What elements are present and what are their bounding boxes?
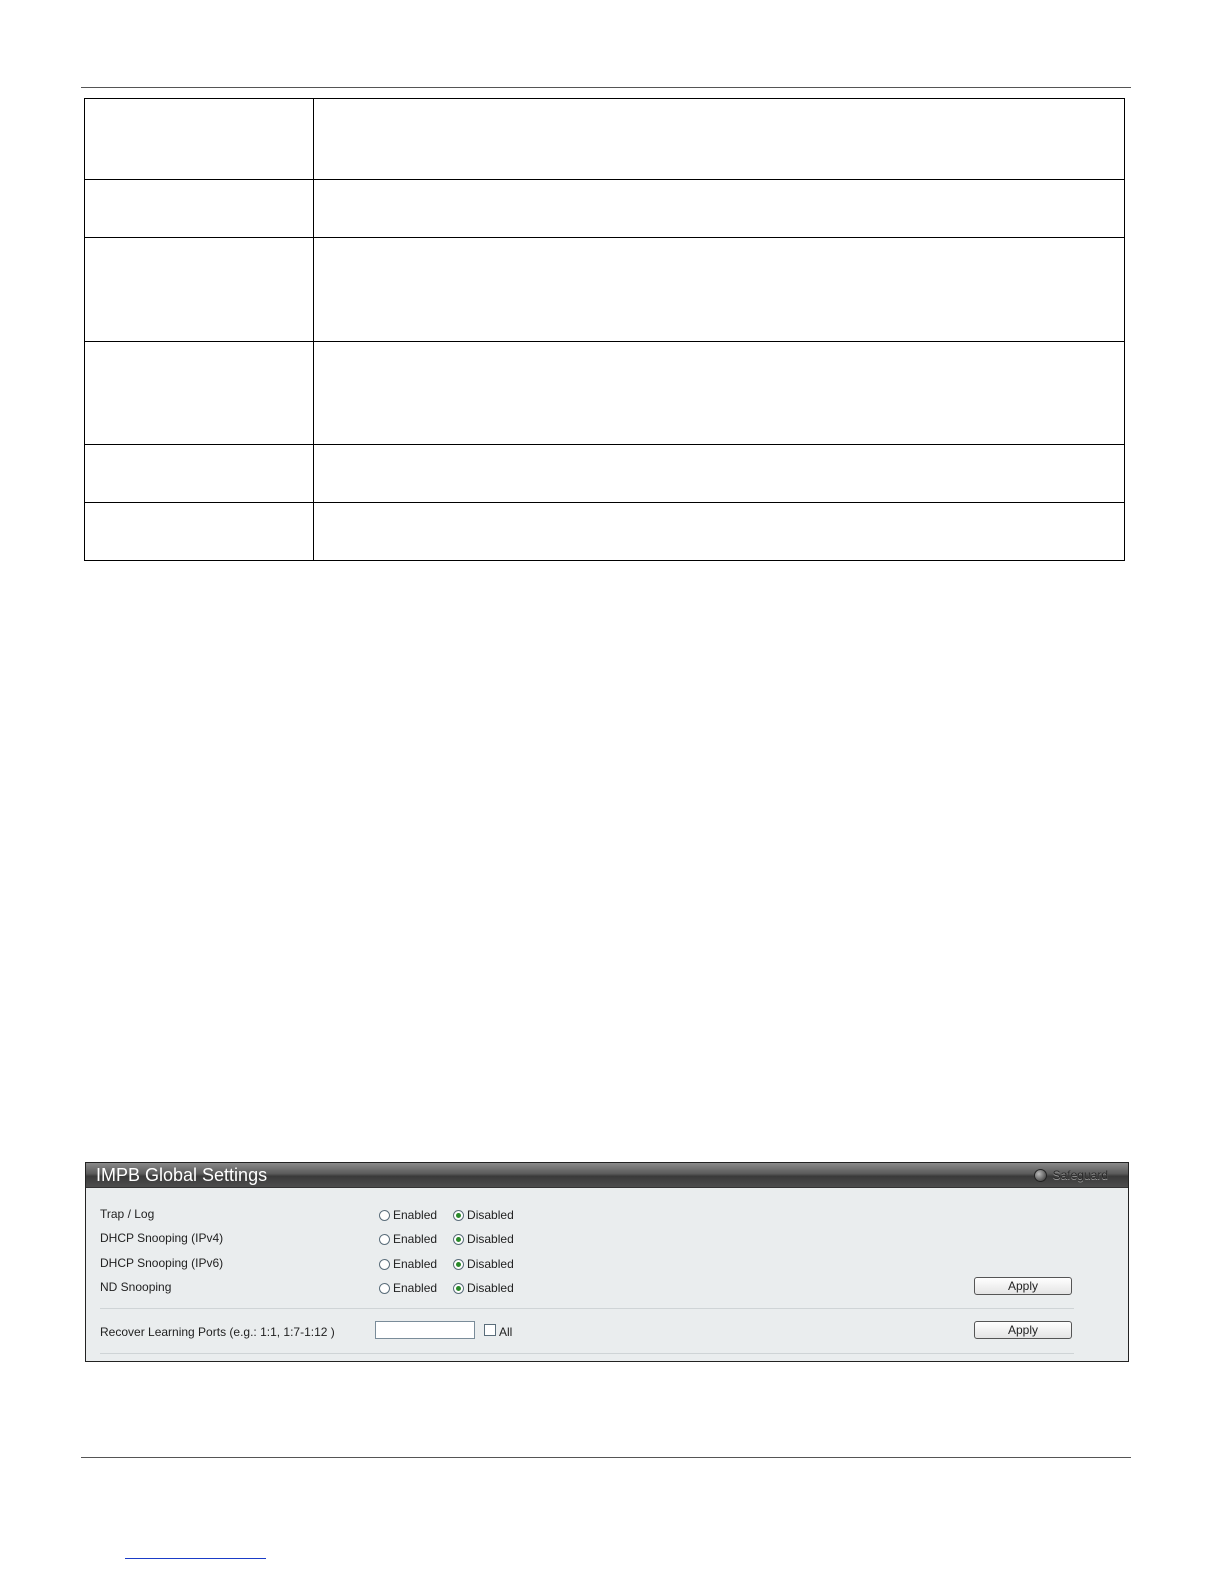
enabled-label: Enabled	[393, 1232, 438, 1246]
header-rule	[81, 87, 1131, 88]
dhcp-ipv4-enabled-radio[interactable]	[379, 1234, 390, 1245]
dhcp-snooping-ipv6-options	[379, 1257, 514, 1271]
dhcp-snooping-ipv6-label: DHCP Snooping (IPv6)	[100, 1256, 224, 1270]
table-cell	[85, 342, 314, 445]
panel-title: IMPB Global Settings	[96, 1165, 268, 1185]
safeguard-indicator	[1034, 1168, 1108, 1182]
table-cell	[85, 503, 314, 561]
table-row	[85, 238, 1125, 342]
trap-log-enabled-radio[interactable]	[379, 1210, 390, 1221]
footer-link-underline[interactable]	[125, 1558, 266, 1559]
all-ports-label: All	[499, 1325, 513, 1339]
disabled-label: Disabled	[467, 1281, 514, 1295]
safeguard-label: Safeguard	[1052, 1168, 1108, 1182]
all-ports-checkbox[interactable]	[484, 1324, 496, 1336]
dhcp-snooping-ipv4-options	[379, 1232, 514, 1246]
disabled-label: Disabled	[467, 1257, 514, 1271]
recover-apply-button[interactable]: Apply	[974, 1321, 1072, 1339]
recover-learning-ports-label: Recover Learning Ports (e.g.: 1:1, 1:7-1:12 )	[100, 1325, 335, 1339]
impb-global-settings-panel	[85, 1162, 1129, 1362]
table-cell	[314, 180, 1125, 238]
table-cell	[314, 238, 1125, 342]
table-row	[85, 445, 1125, 503]
trap-log-label: Trap / Log	[100, 1207, 155, 1221]
table-cell	[314, 503, 1125, 561]
dhcp-snooping-ipv4-label: DHCP Snooping (IPv4)	[100, 1231, 224, 1245]
panel-header	[86, 1163, 1128, 1188]
parameter-table	[84, 98, 1125, 561]
dhcp-ipv6-disabled-radio[interactable]	[453, 1259, 464, 1270]
nd-snooping-disabled-radio[interactable]	[453, 1283, 464, 1294]
disabled-label: Disabled	[467, 1232, 514, 1246]
table-row	[85, 99, 1125, 180]
enabled-label: Enabled	[393, 1208, 438, 1222]
trap-log-options	[379, 1208, 514, 1222]
safeguard-icon	[1034, 1169, 1047, 1182]
table-cell	[314, 445, 1125, 503]
apply-button[interactable]: Apply	[974, 1277, 1072, 1295]
table-cell	[85, 445, 314, 503]
separator	[100, 1353, 1074, 1354]
separator	[100, 1308, 1074, 1309]
table-row	[85, 342, 1125, 445]
table-cell	[314, 99, 1125, 180]
disabled-label: Disabled	[467, 1208, 514, 1222]
dhcp-ipv6-enabled-radio[interactable]	[379, 1259, 390, 1270]
table-cell	[85, 180, 314, 238]
recover-ports-input[interactable]	[375, 1321, 475, 1339]
enabled-label: Enabled	[393, 1281, 438, 1295]
table-cell	[314, 342, 1125, 445]
nd-snooping-label: ND Snooping	[100, 1280, 172, 1294]
trap-log-disabled-radio[interactable]	[453, 1210, 464, 1221]
table-cell	[85, 99, 314, 180]
nd-snooping-options	[379, 1281, 514, 1295]
table-cell	[85, 238, 314, 342]
nd-snooping-enabled-radio[interactable]	[379, 1283, 390, 1294]
footer-rule	[81, 1457, 1131, 1458]
table-row	[85, 180, 1125, 238]
dhcp-ipv4-disabled-radio[interactable]	[453, 1234, 464, 1245]
table-row	[85, 503, 1125, 561]
enabled-label: Enabled	[393, 1257, 438, 1271]
